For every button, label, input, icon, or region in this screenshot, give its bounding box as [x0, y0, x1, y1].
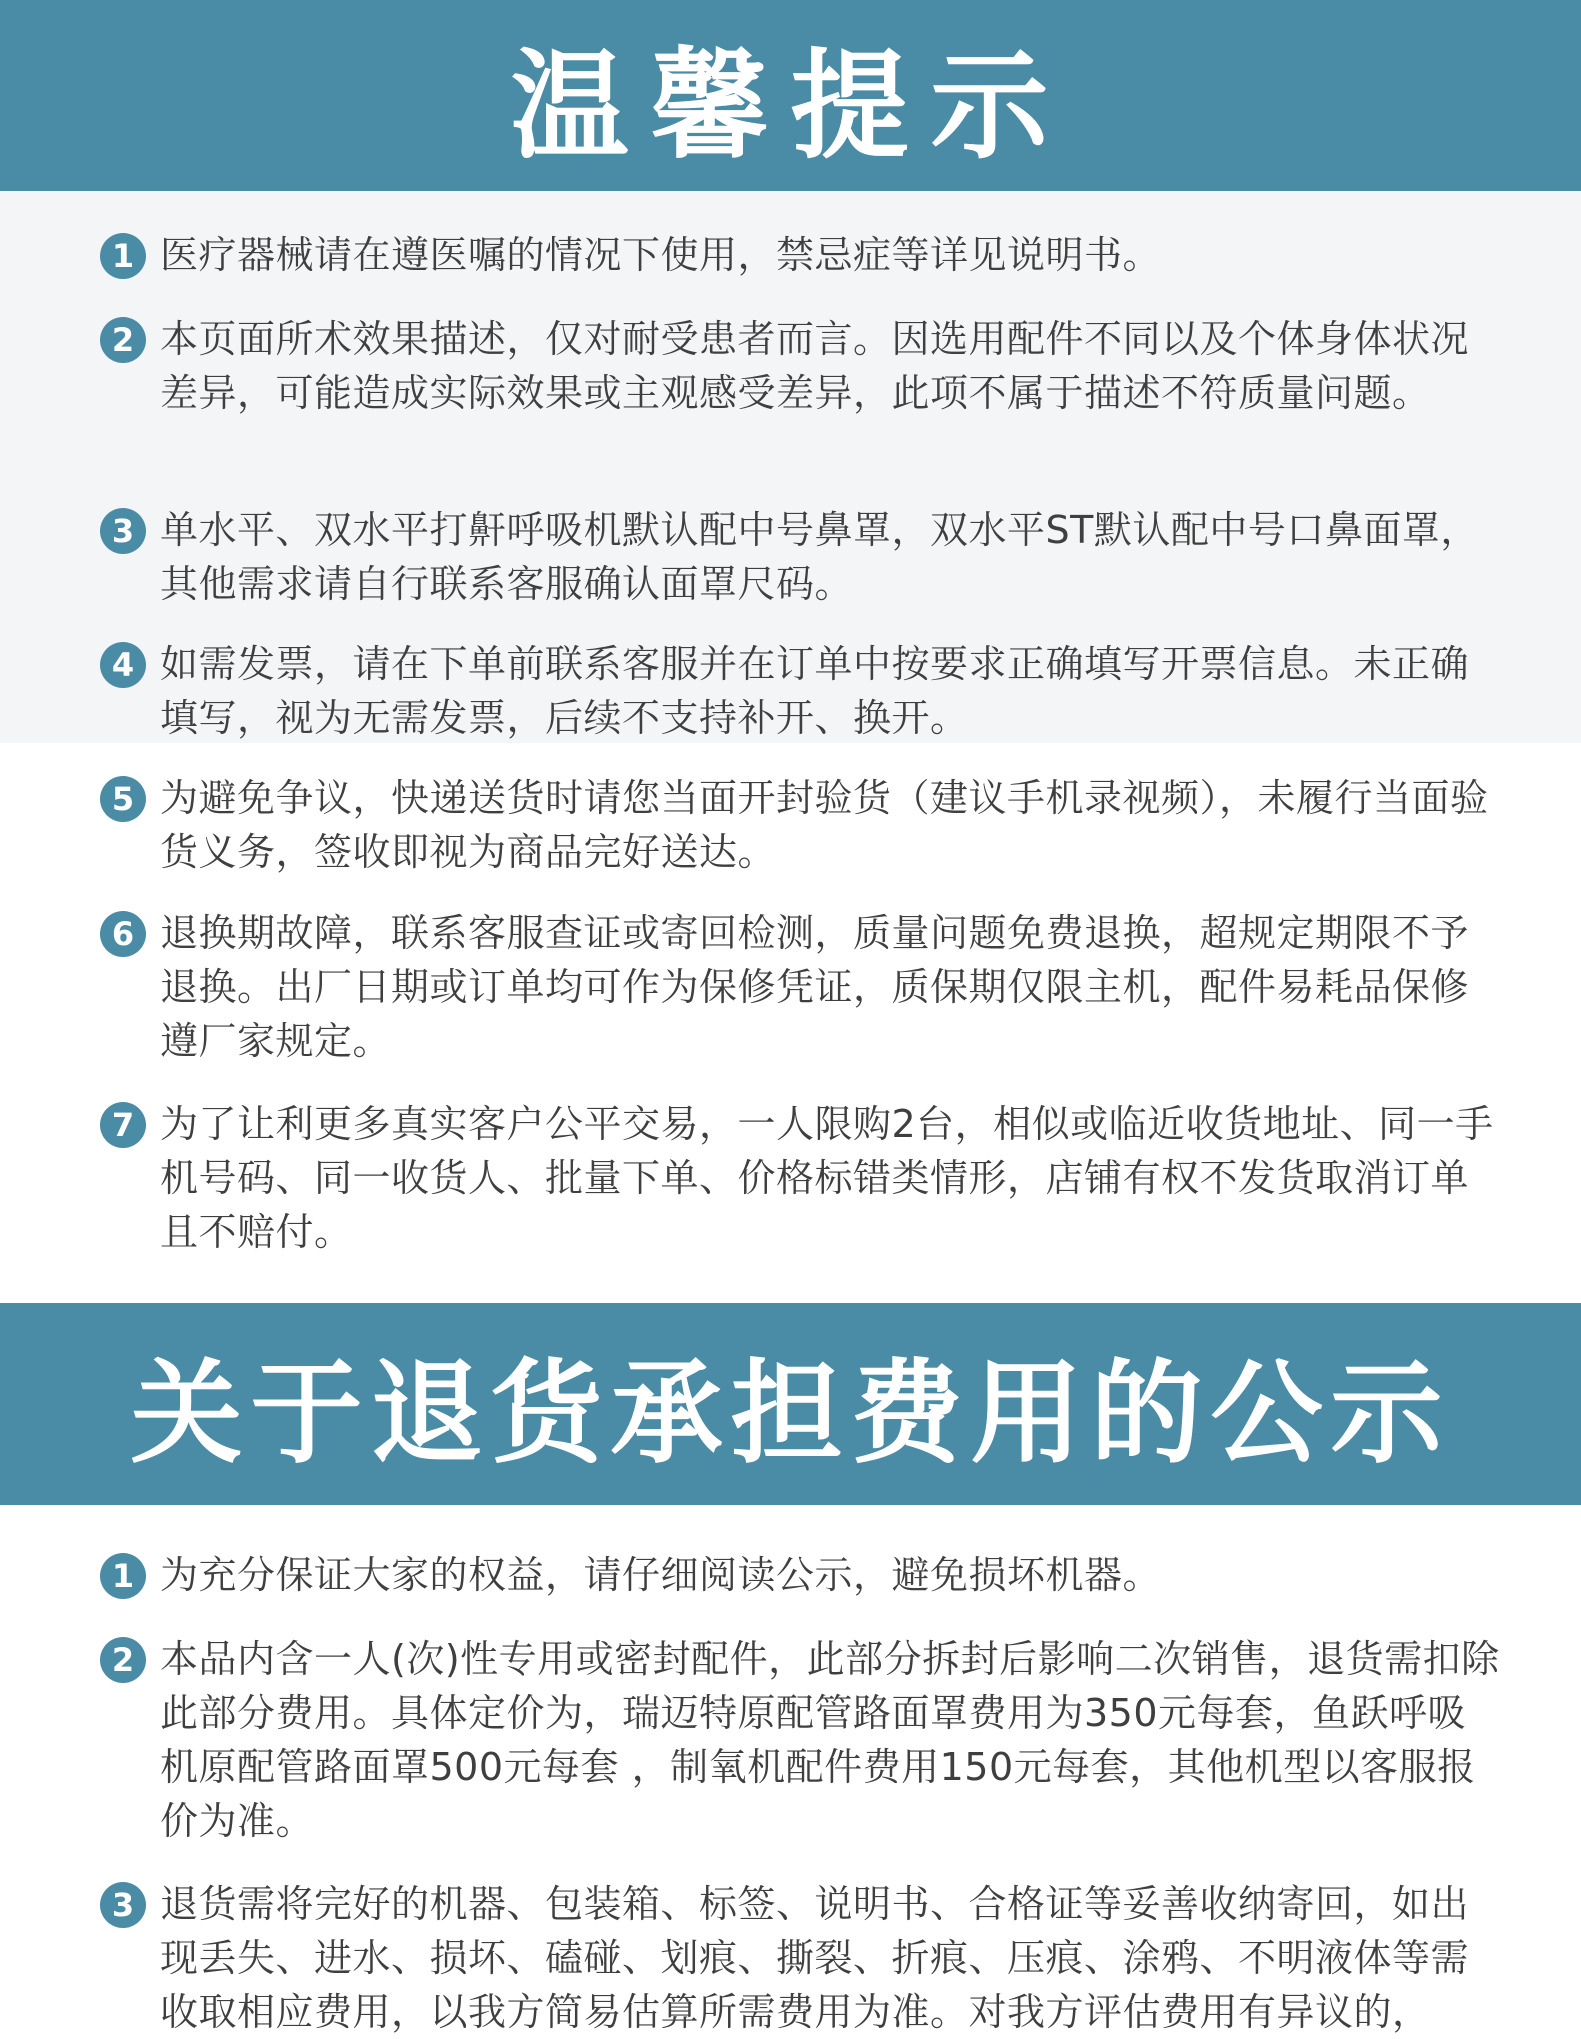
notice-item-text: 为了让利更多真实客户公平交易，一人限购2台，相似或临近收货地址、同一手机号码、同一收货人、批量下单、价格标错类情形，店铺有权不发货取消订单且不赔付。	[160, 1102, 1494, 1254]
returns-banner	[0, 1303, 1581, 1505]
notice-item	[100, 503, 1500, 611]
number-badge: 4	[100, 642, 146, 688]
notice-item-text: 退换期故障，联系客服查证或寄回检测，质量问题免费退换，超规定期限不予退换。出厂日期或订单均可作为保修凭证，质保期仅限主机，配件易耗品保修遵厂家规定。	[160, 911, 1470, 1063]
notice-item	[100, 228, 1500, 282]
notice-item-text: 为避免争议，快递送货时请您当面开封验货（建议手机录视频），未履行当面验货义务，签收即视为商品完好送达。	[160, 776, 1489, 874]
number-badge: 2	[100, 1637, 146, 1683]
returns-title: 关于退货承担费用的公示	[130, 1348, 1451, 1479]
number-badge: 2	[100, 317, 146, 363]
notice-item-text: 单水平、双水平打鼾呼吸机默认配中号鼻罩，双水平ST默认配中号口鼻面罩，其他需求请自行联系客服确认面罩尺码。	[160, 508, 1479, 606]
number-badge: 6	[100, 911, 146, 957]
number-badge: 3	[100, 1882, 146, 1928]
returns-item	[100, 1548, 1500, 1602]
notice-item	[100, 637, 1500, 745]
number-badge: 7	[100, 1102, 146, 1148]
notice-item-text: 医疗器械请在遵医嘱的情况下使用，禁忌症等详见说明书。	[160, 233, 1162, 277]
returns-item-text: 为充分保证大家的权益，请仔细阅读公示，避免损坏机器。	[160, 1553, 1162, 1597]
notice-banner	[0, 0, 1581, 191]
number-badge: 5	[100, 776, 146, 822]
notice-item	[100, 771, 1500, 879]
returns-item-text: 本品内含一人(次)性专用或密封配件，此部分拆封后影响二次销售，退货需扣除此部分费用。具体定价为，瑞迈特原配管路面罩费用为350元每套，鱼跃呼吸机原配管路面罩500元每套 ，制氧机配件费用150元每套，其他机型以客服报价为准。	[160, 1637, 1500, 1843]
notice-item	[100, 312, 1500, 420]
notice-item	[100, 1097, 1500, 1259]
notice-title: 温馨提示	[510, 36, 1071, 175]
number-badge: 3	[100, 508, 146, 554]
notice-item-text: 本页面所术效果描述，仅对耐受患者而言。因选用配件不同以及个体身体状况差异，可能造成实际效果或主观感受差异，此项不属于描述不符质量问题。	[160, 317, 1470, 415]
returns-item	[100, 1877, 1500, 2039]
notice-item-text: 如需发票，请在下单前联系客服并在订单中按要求正确填写开票信息。未正确填写，视为无需发票，后续不支持补开、换开。	[160, 642, 1470, 740]
number-badge: 1	[100, 1553, 146, 1599]
returns-item	[100, 1632, 1500, 1848]
returns-item-text: 退货需将完好的机器、包装箱、标签、说明书、合格证等妥善收纳寄回，如出现丢失、进水、损坏、磕碰、划痕、撕裂、折痕、压痕、涂鸦、不明液体等需收取相应费用，以我方简易估算所需费用为准。对我方评估费用有异议的，	[160, 1882, 1470, 2034]
notice-item	[100, 906, 1500, 1068]
number-badge: 1	[100, 233, 146, 279]
